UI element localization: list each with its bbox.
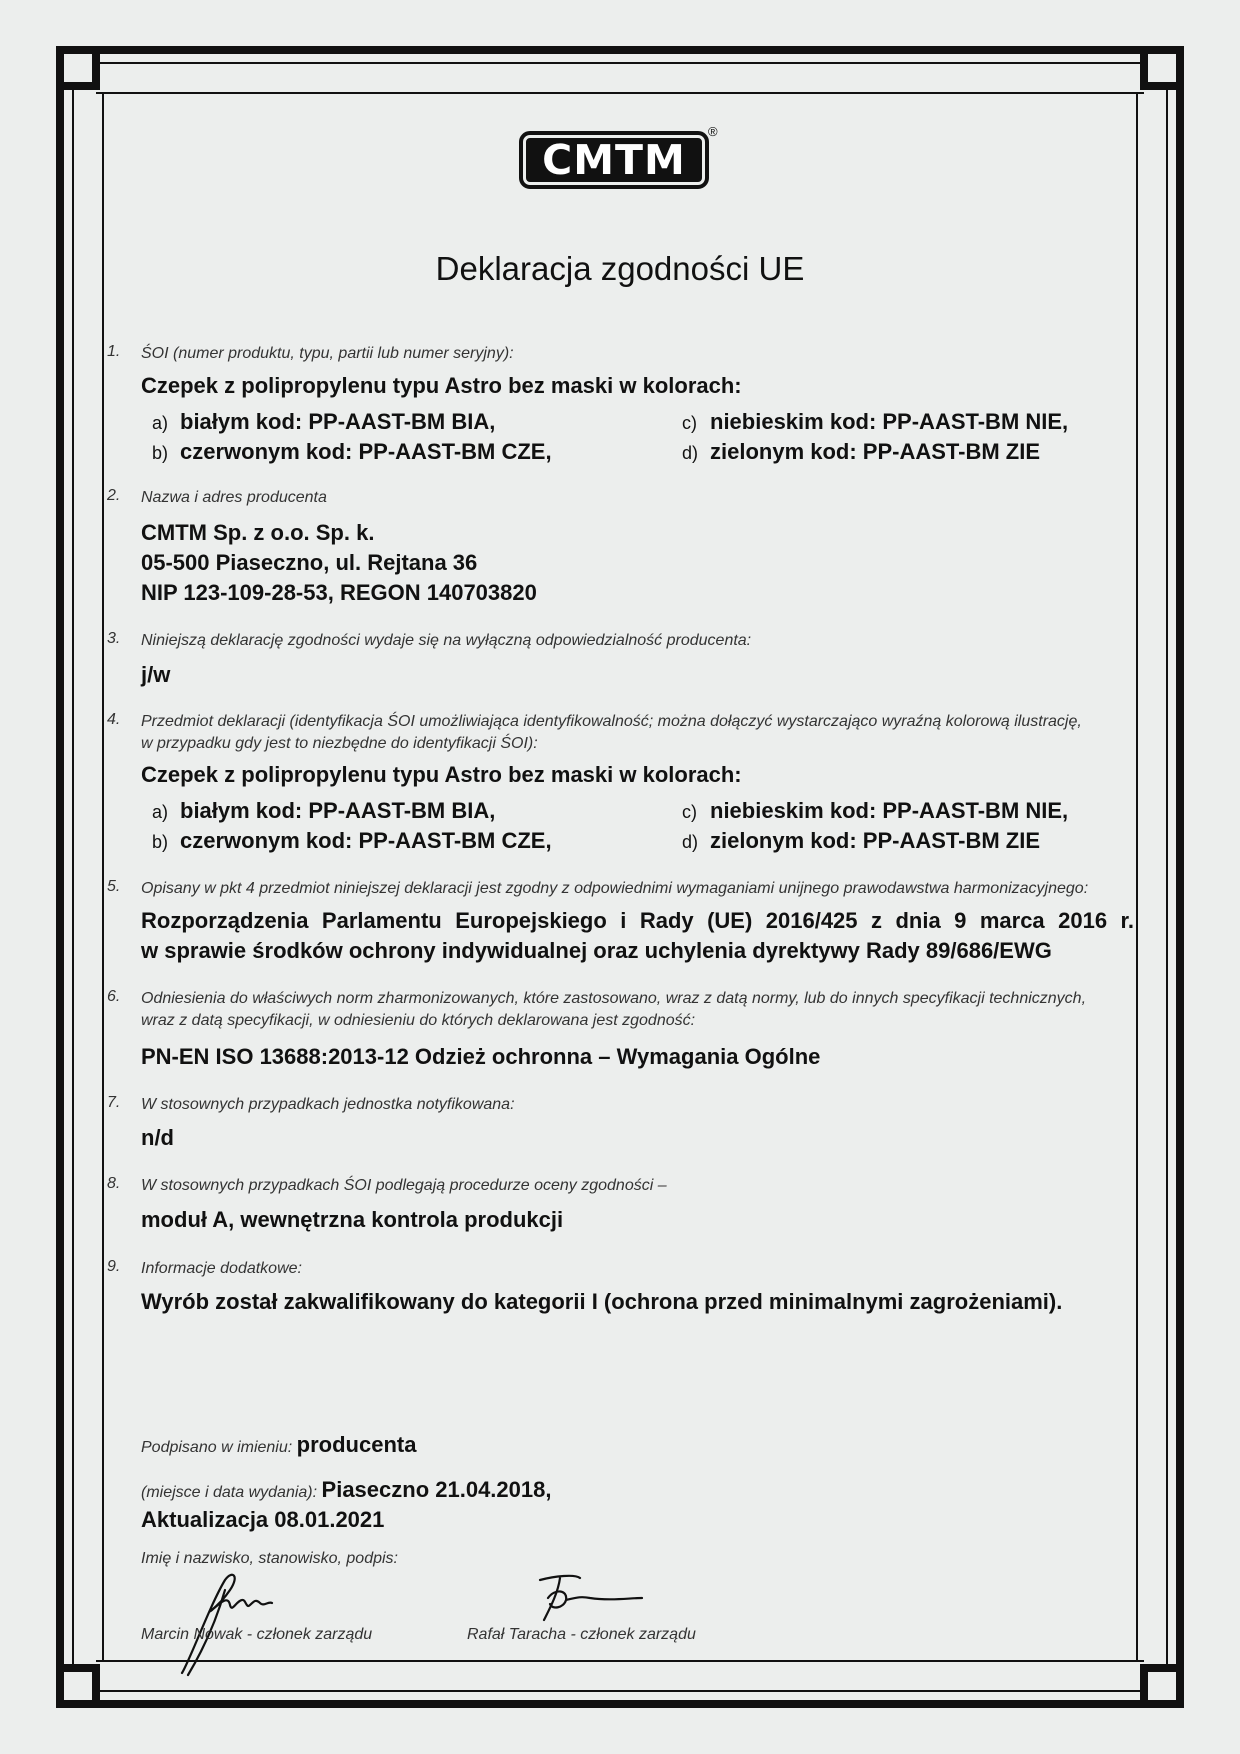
- section-value: PN-EN ISO 13688:2013-12 Odzież ochronna – Wymagania Ogólne: [141, 1044, 821, 1069]
- option-item: b) czerwonym kod: PP-AAST-BM CZE,: [152, 439, 552, 464]
- update-date: Aktualizacja 08.01.2021: [141, 1507, 385, 1532]
- section-value: Czepek z polipropylenu typu Astro bez maski w kolorach:: [141, 373, 742, 398]
- section-number: 6.: [107, 988, 121, 1005]
- signer-1-name: Marcin Nowak - członek zarządu: [141, 1626, 373, 1643]
- section-number: 9.: [107, 1258, 121, 1275]
- section-label: Przedmiot deklaracji (identyfikacja ŚOI umożliwiająca identyfikowalność; można dołączyć wystarczająco wyraźną kolorową ilustrację, w przypadku gdy jest to niezbędne do identyfikacji ŚOI):: [141, 713, 1082, 752]
- section-number: 7.: [107, 1094, 121, 1111]
- option-item: d) zielonym kod: PP-AAST-BM ZIE: [682, 439, 1041, 464]
- logo-text: CMTM: [542, 135, 686, 184]
- section-number: 8.: [107, 1175, 121, 1192]
- section-value: j/w: [141, 662, 171, 687]
- section-number: 2.: [107, 487, 121, 504]
- section-number: 4.: [107, 711, 121, 728]
- signature-2: [520, 1568, 650, 1628]
- section-number: 5.: [107, 878, 121, 895]
- signer-2-name: Rafał Taracha - członek zarządu: [467, 1626, 696, 1643]
- option-item: c) niebieskim kod: PP-AAST-BM NIE,: [682, 798, 1069, 823]
- manufacturer-address: CMTM Sp. z o.o. Sp. k. 05-500 Piaseczno, ul. Rejtana 36 NIP 123-109-28-53, REGON 140703820: [141, 520, 537, 605]
- section-label: W stosownych przypadkach ŚOI podlegają procedurze oceny zgodności –: [141, 1177, 667, 1194]
- option-item: b) czerwonym kod: PP-AAST-BM CZE,: [152, 828, 552, 853]
- section-label: W stosownych przypadkach jednostka notyfikowana:: [141, 1096, 515, 1113]
- signature-1: [170, 1565, 310, 1680]
- section-label: Nazwa i adres producenta: [141, 489, 327, 506]
- place-and-date: (miejsce i data wydania): Piaseczno 21.04.2018,: [141, 1477, 552, 1502]
- page-title: Deklaracja zgodności UE: [435, 250, 805, 287]
- section-value: Wyrób został zakwalifikowany do kategorii I (ochrona przed minimalnymi zagrożeniami).: [141, 1289, 1063, 1314]
- section-label: Niniejszą deklarację zgodności wydaje się na wyłączną odpowiedzialność producenta:: [141, 632, 752, 649]
- section-value: n/d: [141, 1125, 174, 1150]
- registered-mark: ®: [708, 124, 718, 139]
- company-logo: [519, 131, 709, 189]
- regulation-reference: Rozporządzenia Parlamentu Europejskiego i Rady (UE) 2016/425 z dnia 9 marca 2016 r. w sprawie środków ochrony indywidualnej oraz uchylenia dyrektywy Rady 89/686/EWG: [141, 908, 1134, 963]
- section-label: Odniesienia do właściwych norm zharmonizowanych, które zastosowano, wraz z datą normy, lub do innych specyfikacji technicznych, wraz z datą specyfikacji, w odniesieniu do których deklarowana jest zgodność:: [141, 990, 1087, 1029]
- section-number: 3.: [107, 630, 121, 647]
- option-item: a) białym kod: PP-AAST-BM BIA,: [152, 798, 496, 823]
- option-item: d) zielonym kod: PP-AAST-BM ZIE: [682, 828, 1041, 853]
- option-item: a) białym kod: PP-AAST-BM BIA,: [152, 409, 496, 434]
- section-label: ŚOI (numer produktu, typu, partii lub numer seryjny):: [141, 345, 514, 362]
- section-value: Czepek z polipropylenu typu Astro bez maski w kolorach:: [141, 762, 742, 787]
- signed-on-behalf: Podpisano w imieniu: producenta: [141, 1432, 417, 1457]
- section-number: 1.: [107, 343, 121, 360]
- section-value: moduł A, wewnętrzna kontrola produkcji: [141, 1207, 564, 1232]
- option-item: c) niebieskim kod: PP-AAST-BM NIE,: [682, 409, 1069, 434]
- section-label: Opisany w pkt 4 przedmiot niniejszej deklaracji jest zgodny z odpowiednimi wymaganiami unijnego prawodawstwa harmonizacyjnego:: [141, 880, 1089, 897]
- names-label: Imię i nazwisko, stanowisko, podpis:: [141, 1550, 398, 1567]
- section-label: Informacje dodatkowe:: [141, 1260, 302, 1277]
